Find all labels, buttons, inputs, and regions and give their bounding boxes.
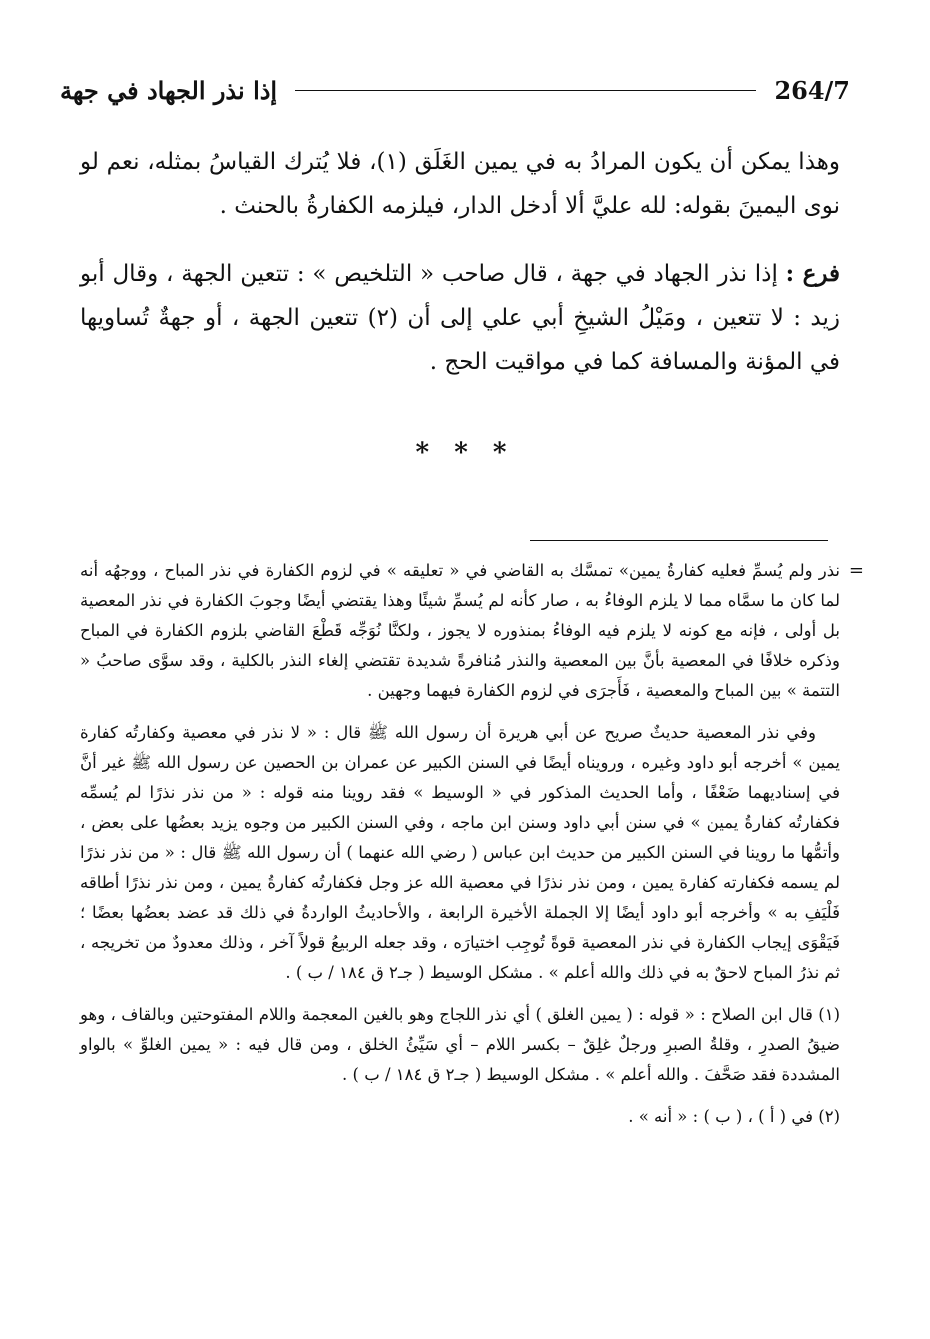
footnote-hadith: وفي نذر المعصية حديثٌ صريح عن أبي هريرة أن رسول الله ﷺ قال : « لا نذر في معصية وكفارتُه كفارة يمين » أخرجه أبو داود وغيره ، ورويناه أيضًا في السنن الكبير عن عمران بن الحصين عن رسول الله ﷺ غير أنَّ في إسناديهما ضَعْفًا ، وأما الحديث المذكور في « الوسيط » فقد روينا منه قوله : « من نذر نذرًا لم يُسمِّه فكفارتُه كفارةُ يمين » في سنن أبي داود وسنن ابن ماجه ، وفي السنن الكبير من وجوه يزيد بعضُها على بعض ، وأتمُّها ما روينا في السنن الكبير من حديث ابن عباس ( رضي الله عنهما ) أن رسول الله ﷺ قال : « من نذر نذرًا لم يسمه فكفارته كفارة يمين ، ومن نذر نذرًا في معصية الله عز وجل فكفارتُه كفارةُ يمين ، ومن نذر نذرًا أطاقه فَلْيَفِ به » وأخرجه أبو داود أيضًا إلا الجملة الأخيرة الرابعة ، والأحاديثُ الواردةُ في ذلك قد عضد بعضُها بعضًا ؛ فَيَقْوَى إيجاب الكفارة في نذر المعصية قوةً تُوجِب اختيارَه ، وقد جعله الربيعُ قولاً آخر ، وذلك معدودٌ من تخريجه ، ثم نذرُ المباح لاحقٌ به في ذلك والله أعلم » . مشكل الوسيط ( جـ٢ ق ١٨٤ / ب ) . [80, 723, 840, 982]
running-title: إذا نذر الجهاد في جهة [60, 75, 278, 105]
page-number: 264/7 [774, 75, 850, 105]
main-text [80, 140, 840, 408]
footnote-rule [530, 540, 828, 541]
main-paragraph-1: وهذا يمكن أن يكون المرادُ به في يمين الغَلَق (١)، فلا يُترك القياسُ بمثله، نعم لو نوى اليمينَ بقوله: لله عليَّ ألا أدخل الدار، فيلزمه الكفارةُ بالحنث . [80, 149, 841, 219]
branch-text: إذا نذر الجهاد في جهة ، قال صاحب « التلخيص » : تتعين الجهة ، وقال أبو زيد : لا تتعين ، ومَيْلُ الشيخِ أبي علي إلى أن (٢) تتعين الجهة ، أو جهةٌ تُساويها في المؤنة والمسافة كما في مواقيت الحج . [80, 261, 840, 375]
page-header [60, 70, 850, 110]
section-separator: * * * [415, 438, 515, 468]
branch-label: فرع : [785, 260, 841, 287]
footnote-2: (٢) في ( أ ) ، ( ب ) : « أنه » . [628, 1107, 840, 1126]
header-rule [295, 90, 756, 91]
continuation-mark: = [848, 560, 864, 581]
main-paragraph-2 [80, 252, 840, 384]
footnote-1: (١) قال ابن الصلاح : « قوله : ( يمين الغلق ) أي نذر اللجاج وهو بالغين المعجمة واللام المفتوحتين وبالقاف ، وهو ضيقُ الصدرِ ، وقلةُ الصبرِ ورجلٌ غلِقٌ – بكسر اللام – أي سَيِّئُ الخلق ، ومن قال فيه : « يمين الغلوِّ » بالواو المشددة فقد صَحَّفَ . والله أعلم » . مشكل الوسيط ( جـ٢ ق ١٨٤ / ب ) . [80, 1005, 840, 1084]
footnotes [80, 556, 864, 1144]
footnote-continuation: نذر ولم يُسمِّ فعليه كفارةُ يمين» تمسَّك به القاضي في « تعليقه » في لزوم الكفارة في نذر المباح ، ووجهُه أنه لما كان ما سمَّاه مما لا يلزم الوفاءُ به ، صار كأنه لم يُسمِّ شيئًا وهذا يقتضي أيضًا وجوبَ الكفارة في نذر المعصية بل أولى ، فإنه مع كونه لا يلزم فيه الوفاءُ بمنذوره لا يجوز ، ولكنَّا نُوَجِّه قَطْعَ القاضي بلزوم الكفارة في المباح وذكره خلافًا في المعصية بأنَّ بين المعصية والنذر مُنافرةً شديدة تقتضي إلغاء النذر بالكلية ، وقد سوَّى صاحبُ « التتمة » بين المباح والمعصية ، فَأَجرَى في لزوم الكفارة فيهما وجهين . [80, 561, 840, 700]
